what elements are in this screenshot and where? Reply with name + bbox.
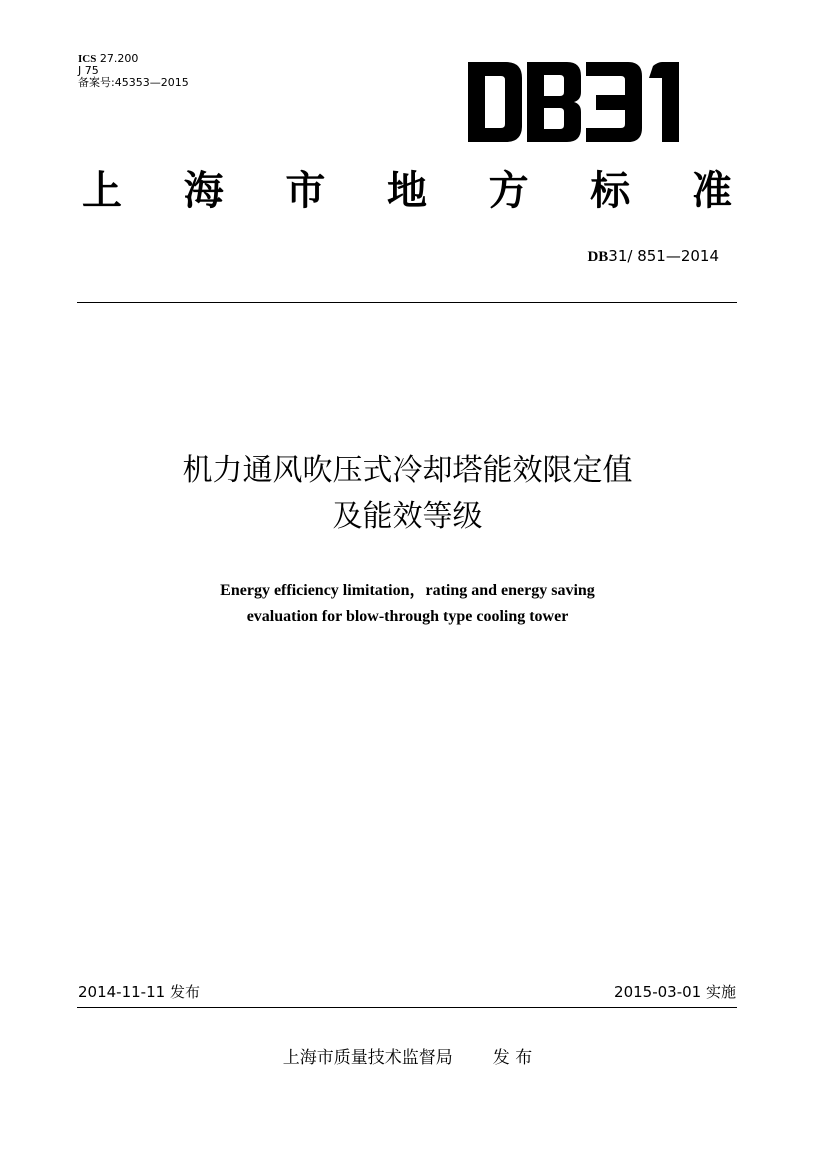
- bottom-divider: [77, 1007, 737, 1008]
- implementation-date: 2015-03-01 实施: [614, 983, 736, 1001]
- record-number: :45353—2015: [111, 76, 189, 89]
- english-title: [0, 578, 815, 630]
- english-title-line-2: evaluation for blow-through type cooling tower: [246, 608, 569, 625]
- issuer-name: 上海市质量技术监督局: [282, 1048, 453, 1068]
- issuer-line: [0, 1046, 815, 1070]
- english-title-line-1: Energy efficiency limitation，rating and energy saving: [220, 582, 595, 599]
- chinese-title: [0, 448, 815, 540]
- standard-type-char: 市: [285, 168, 326, 214]
- issue-date: 2014-11-11 发布: [78, 983, 200, 1001]
- chinese-title-line-1: 机力通风吹压式冷却塔能效限定值: [182, 453, 633, 488]
- classification-code: J 75: [78, 64, 99, 77]
- issuer-action: 发 布: [492, 1048, 533, 1068]
- chinese-title-line-2: 及能效等级: [332, 499, 483, 534]
- standard-number: [587, 246, 719, 267]
- standard-type-char: 准: [691, 168, 732, 214]
- classification-block: [78, 53, 189, 89]
- standard-type-char: 地: [386, 168, 427, 214]
- standard-type-char: 上: [82, 168, 122, 214]
- standard-type-char: 标: [590, 168, 631, 214]
- standard-type-char: 方: [488, 168, 529, 214]
- standard-number-rest: 31/ 851—2014: [608, 247, 719, 265]
- standard-type-char: 海: [183, 168, 224, 214]
- top-divider: [77, 302, 737, 303]
- ics-number: 27.200: [99, 52, 139, 65]
- ics-label: ICS: [78, 53, 97, 65]
- standard-number-prefix: DB: [587, 249, 609, 265]
- record-line: [78, 77, 189, 89]
- standard-type-heading: [82, 165, 732, 217]
- record-label: 备案号: [78, 76, 111, 89]
- db31-logo: [468, 62, 694, 142]
